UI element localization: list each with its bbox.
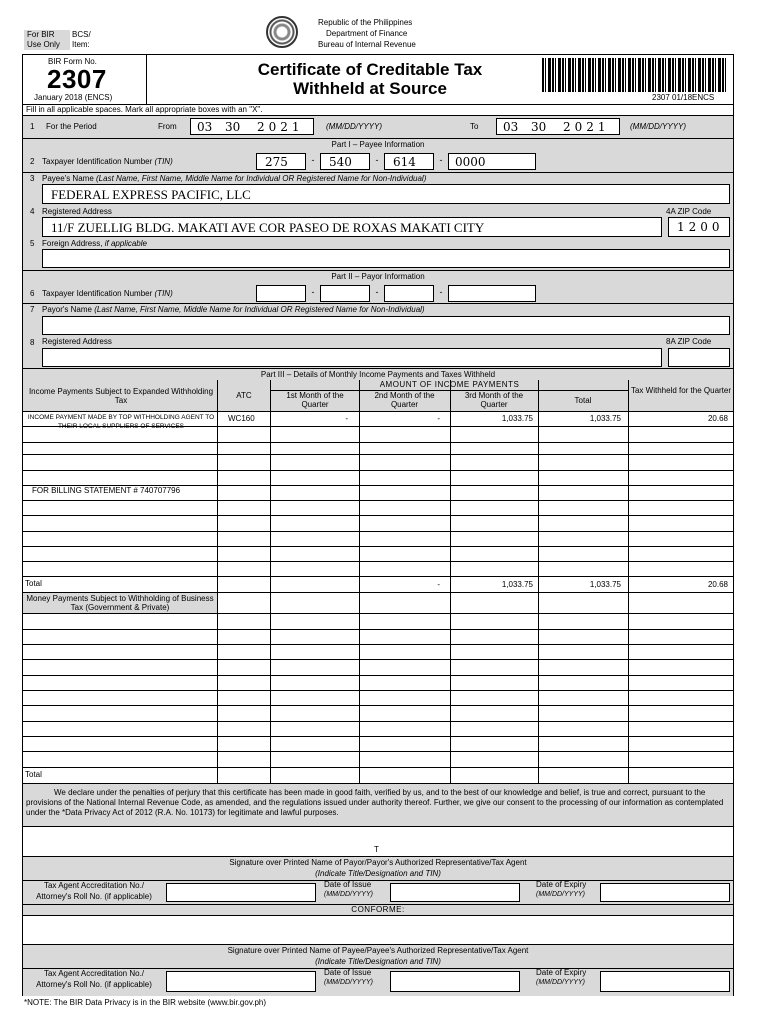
bcs-item <box>72 30 91 50</box>
total-month3: 1,033.75 <box>501 580 533 589</box>
title-line-1: Certificate of Creditable Tax <box>257 60 483 79</box>
grid-row-line <box>23 705 733 706</box>
payor-tin-2[interactable] <box>320 285 370 302</box>
grid-row-line <box>23 736 733 737</box>
to-format: (MM/DD/YYYY) <box>630 122 686 131</box>
col-tax-header: Tax Withheld for the Quarter <box>630 386 732 395</box>
period-label: For the Period <box>46 122 97 131</box>
col-m2-header: 2nd Month of the Quarter <box>374 391 435 409</box>
payee-name-value: FEDERAL EXPRESS PACIFIC, LLC <box>51 187 251 202</box>
conforme-label: CONFORME: <box>23 904 733 916</box>
payee-expiry-label: Date of Expiry (MM/DD/YYYY) <box>536 968 587 986</box>
grid-row-line <box>23 515 733 516</box>
payor-accreditation-field[interactable] <box>166 883 316 902</box>
grid-row-line <box>23 531 733 532</box>
period-from-field[interactable] <box>190 118 314 135</box>
payor-name-num: 7 <box>30 305 35 314</box>
payee-acc-label: Tax Agent Accreditation No./ Attorney's Roll No. (if applicable) <box>36 969 152 989</box>
row1-month1: - <box>345 414 348 423</box>
payor-name-field[interactable] <box>42 316 730 335</box>
payor-signature-mark: T <box>374 845 379 854</box>
barcode-icon <box>542 58 728 92</box>
declaration-text: We declare under the penalties of perjury that this certificate has been made in good faith, verified by us, and to the best of our knowledge and belief, is true and correct, pursuant to the provisions of the National Internal Revenue Code, as amended, and the regulations issued under authority thereof. Further, we give our consent to the processing of our information as contemplated under the *Data Privacy Act of 2012 (R.A. No. 10173) for legitimate and lawful purposes. <box>26 788 724 817</box>
grid-row-line <box>23 644 733 645</box>
billing-note: FOR BILLING STATEMENT # 740707796 <box>32 486 181 495</box>
grid-row-line <box>23 613 733 614</box>
to-year: 2021 <box>563 120 610 134</box>
use-only-label: Use Only <box>27 40 60 49</box>
payee-accreditation-field[interactable] <box>166 971 316 992</box>
payor-addr-num: 8 <box>30 338 35 347</box>
grid-row-line <box>23 546 733 547</box>
col-atc-header: ATC <box>236 391 252 400</box>
payor-sig-line2: (Indicate Title/Designation and TIN) <box>315 869 441 878</box>
payor-tin-3[interactable] <box>384 285 434 302</box>
payee-zip-value: 1200 <box>677 220 724 234</box>
bcs-label: BCS/ <box>72 30 91 39</box>
bir-seal-icon <box>266 16 298 48</box>
instructions-text: Fill in all applicable spaces. Mark all appropriate boxes with an "X". <box>26 105 263 114</box>
payor-expiry-label: Date of Expiry (MM/DD/YYYY) <box>536 880 587 898</box>
item-label: Item: <box>72 40 90 49</box>
payor-tin-num: 6 <box>30 289 35 298</box>
grid-row-line <box>23 721 733 722</box>
period-to-label: To <box>470 122 479 131</box>
part2-header: Part II – Payor Information <box>23 270 733 283</box>
from-year: 2021 <box>257 120 304 134</box>
payee-name-num: 3 <box>30 174 35 183</box>
grid-row-line <box>23 629 733 630</box>
payee-addr-label: Registered Address <box>42 207 112 216</box>
total-month2: - <box>437 580 440 589</box>
payor-zip-field[interactable] <box>668 348 730 367</box>
col-m3-header: 3rd Month of the Quarter <box>464 391 524 409</box>
grid-row-line <box>23 500 733 501</box>
form-no-label: BIR Form No. <box>48 57 97 66</box>
from-day: 30 <box>225 120 241 134</box>
payor-signature-caption <box>23 856 733 881</box>
grid-row-line <box>23 411 733 412</box>
grid-row-line <box>23 442 733 443</box>
barcode-code: 2307 01/18ENCS <box>652 93 715 102</box>
row1-description: INCOME PAYMENT MADE BY TOP WITHHOLDING AGENT TO THEIR LOCAL SUPPLIERS OF SERVICES <box>27 414 215 430</box>
row1-month2: - <box>437 414 440 423</box>
payee-expiry-date-field[interactable] <box>600 971 730 992</box>
row1-atc: WC160 <box>228 414 255 423</box>
period-from-label: From <box>158 122 177 131</box>
foreign-addr-label: Foreign Address, if applicable <box>42 239 147 248</box>
payee-signature-caption <box>23 944 733 969</box>
payee-zip-field[interactable] <box>668 217 730 237</box>
col-m1-header: 1st Month of the Quarter <box>286 391 344 409</box>
grid-row-line <box>23 454 733 455</box>
title-line-2: Withheld at Source <box>293 79 447 98</box>
payor-addr-label: Registered Address <box>42 337 112 346</box>
from-month: 03 <box>197 120 213 134</box>
from-format: (MM/DD/YYYY) <box>326 122 382 131</box>
payee-tin-1[interactable]: 275 <box>256 153 306 170</box>
department-text: Department of Finance <box>326 29 408 38</box>
grid-row-line <box>23 751 733 752</box>
payee-issue-label: Date of Issue (MM/DD/YYYY) <box>324 968 373 986</box>
payee-address-field[interactable] <box>42 217 662 237</box>
col-income-header: Income Payments Subject to Expanded Withholding Tax <box>28 387 214 405</box>
payee-addr-num: 4 <box>30 207 35 216</box>
payor-tin-1[interactable] <box>256 285 306 302</box>
for-bir-box <box>24 30 70 50</box>
agency-block <box>318 17 416 50</box>
payor-tin-label: Taxpayer Identification Number (TIN) <box>42 289 173 298</box>
foreign-address-field[interactable] <box>42 249 730 268</box>
grid-col-line <box>270 380 271 783</box>
payor-issue-label: Date of Issue (MM/DD/YYYY) <box>324 880 373 898</box>
grid-row-line <box>23 576 733 577</box>
payor-name-label: Payor's Name (Last Name, First Name, Middle Name for Individual OR Registered Name for Non-Individual) <box>42 305 425 314</box>
payee-tin-2[interactable]: 540 <box>320 153 370 170</box>
col-total-header: Total <box>574 396 592 405</box>
payor-expiry-date-field[interactable] <box>600 883 730 902</box>
payee-tin-num: 2 <box>30 157 35 166</box>
grid-col-line <box>217 380 218 783</box>
payee-name-field[interactable] <box>42 184 730 204</box>
money-payments-label: Money Payments Subject to Withholding of Business Tax (Government & Private) <box>26 594 214 612</box>
form-date: January 2018 (ENCS) <box>34 93 113 102</box>
payor-sig-line1: Signature over Printed Name of Payor/Payor's Authorized Representative/Tax Agent <box>229 858 527 867</box>
row1-total: 1,033.75 <box>589 414 621 423</box>
grid-row-line <box>23 767 733 768</box>
grid-row-line <box>23 470 733 471</box>
grid-row-line <box>23 659 733 660</box>
payee-address-value: 11/F ZUELLIG BLDG. MAKATI AVE COR PASEO DE ROXAS MAKATI CITY <box>51 220 485 235</box>
payor-address-field[interactable] <box>42 348 662 367</box>
total2-label: Total <box>25 770 42 779</box>
grid-row-line <box>23 690 733 691</box>
foreign-addr-num: 5 <box>30 239 35 248</box>
payor-acc-label: Tax Agent Accreditation No./ Attorney's Roll No. (if applicable) <box>36 881 152 901</box>
footnote: *NOTE: The BIR Data Privacy is in the BIR website (www.bir.gov.ph) <box>24 998 267 1007</box>
payor-issue-date-field[interactable] <box>390 883 520 902</box>
payee-sig-line1: Signature over Printed Name of Payee/Payee's Authorized Representative/Tax Agent <box>227 946 529 955</box>
part1-header: Part I – Payee Information <box>23 138 733 151</box>
period-to-field[interactable] <box>496 118 620 135</box>
payee-tin-label: Taxpayer Identification Number (TIN) <box>42 157 173 166</box>
payee-sig-line2: (Indicate Title/Designation and TIN) <box>315 957 441 966</box>
republic-text: Republic of the Philippines <box>318 18 413 27</box>
to-month: 03 <box>503 120 519 134</box>
col-amount-header: AMOUNT OF INCOME PAYMENTS <box>271 380 628 391</box>
payee-tin-3[interactable]: 614 <box>384 153 434 170</box>
payee-issue-date-field[interactable] <box>390 971 520 992</box>
total-total: 1,033.75 <box>589 580 621 589</box>
period-num: 1 <box>30 122 35 131</box>
part3-header: Part III – Details of Monthly Income Payments and Taxes Withheld <box>23 368 733 381</box>
row1-month3: 1,033.75 <box>501 414 533 423</box>
grid-row-line <box>23 561 733 562</box>
for-bir-label: For BIR <box>27 30 55 39</box>
grid-col-line <box>628 380 629 783</box>
total-label: Total <box>25 579 42 588</box>
bureau-text: Bureau of Internal Revenue <box>318 40 416 49</box>
payor-zip-label: 8A ZIP Code <box>666 337 712 346</box>
grid-row-line <box>23 675 733 676</box>
payee-zip-label: 4A ZIP Code <box>666 207 712 216</box>
row1-tax: 20.68 <box>707 414 728 423</box>
to-day: 30 <box>531 120 547 134</box>
payee-tin-4[interactable]: 0000 <box>448 153 536 170</box>
total-tax: 20.68 <box>707 580 728 589</box>
form-number: 2307 <box>47 64 107 94</box>
form-title <box>150 60 590 98</box>
payee-name-label: Payee's Name (Last Name, First Name, Middle Name for Individual OR Registered Name for Non-Individual) <box>42 174 427 183</box>
payor-tin-4[interactable] <box>448 285 536 302</box>
